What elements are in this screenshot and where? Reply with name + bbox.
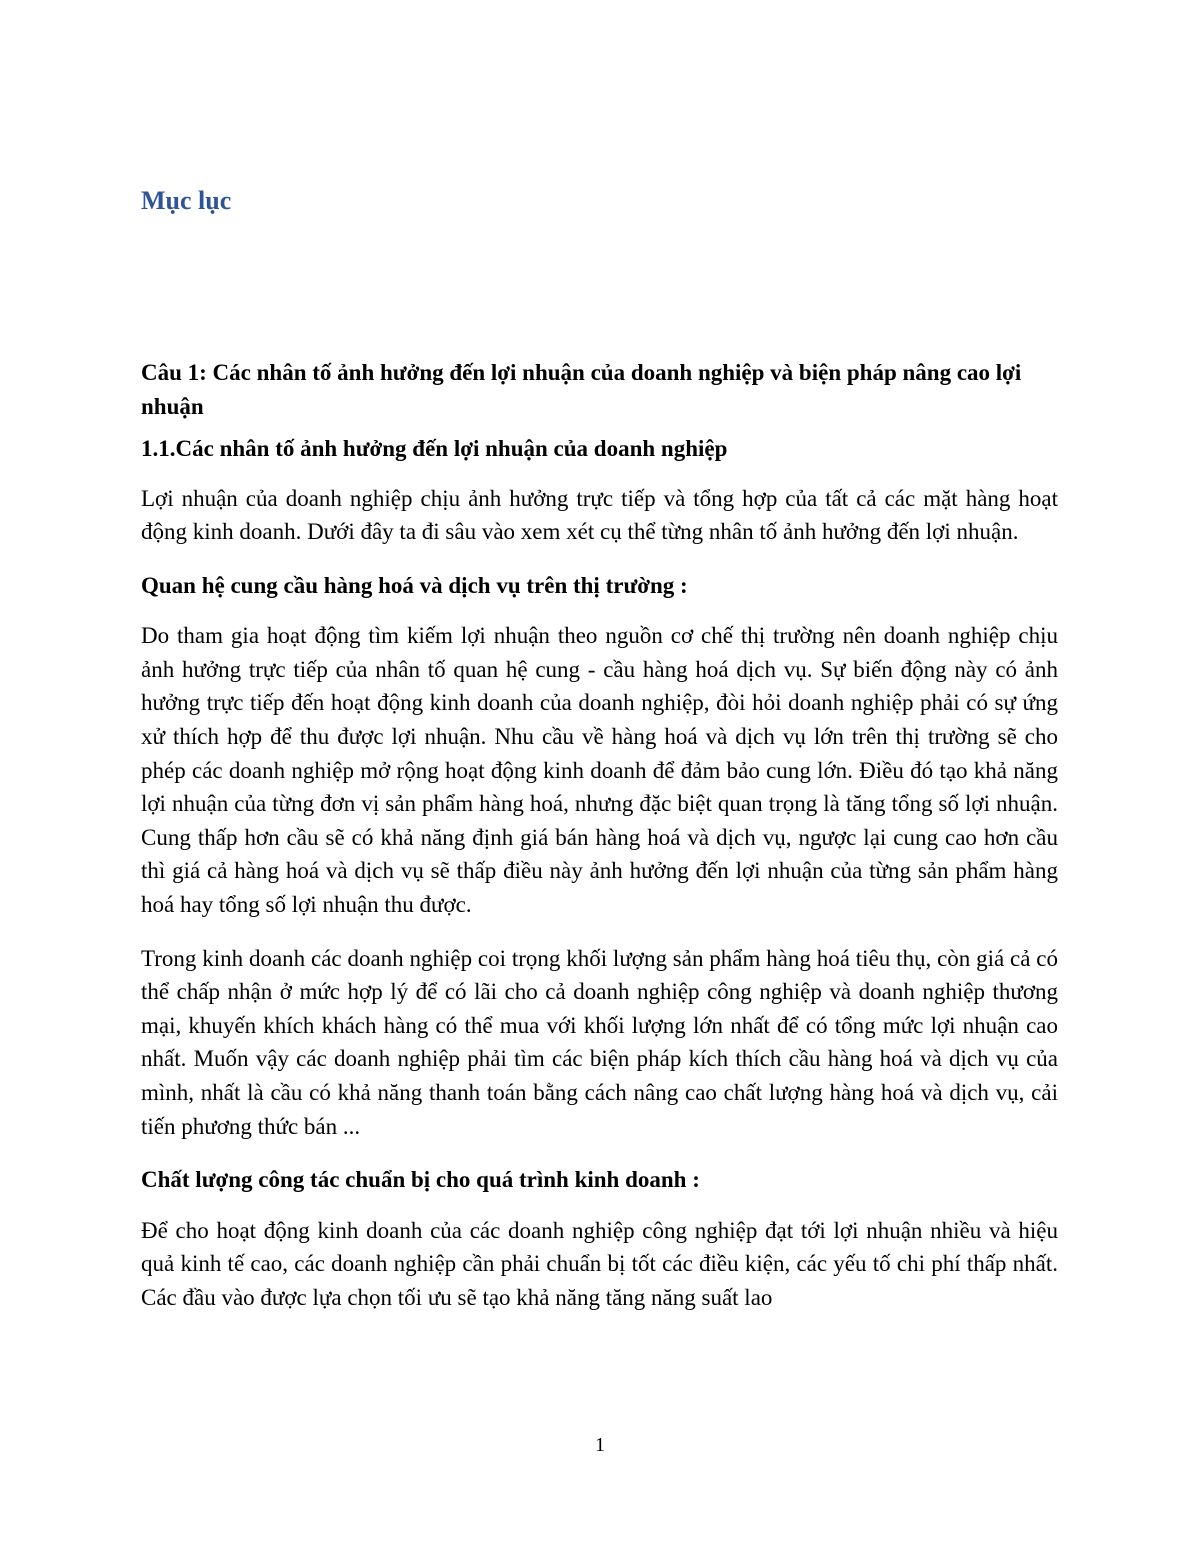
section-2-paragraph-1: Để cho hoạt động kinh doanh của các doanh nghiệp công nghiệp đạt tới lợi nhuận nhiều và hiệu quả kinh tế cao, các doanh nghiệp cần phải chuẩn bị tốt các điều kiện, các yếu tố chi phí thấp nhất. Các đầu vào được lựa chọn tối ưu sẽ tạo khả năng tăng năng suất lao — [141, 1217, 1058, 1310]
subheading-1-1: 1.1.Các nhân tố ảnh hưởng đến lợi nhuận của doanh nghiệp — [141, 436, 728, 461]
intro-paragraph: Lợi nhuận của doanh nghiệp chịu ảnh hưởng trực tiếp và tổng hợp của tất cả các mặt hàng hoạt động kinh doanh. Dưới đây ta đi sâu vào xem xét cụ thể từng nhân tố ảnh hưởng đến lợi nhuận. — [141, 485, 1058, 545]
section-2-heading: Chất lượng công tác chuẩn bị cho quá trình kinh doanh : — [141, 1167, 700, 1193]
question-heading: Câu 1: Các nhân tố ảnh hưởng đến lợi nhuận của doanh nghiệp và biện pháp nâng cao lợi nhuận — [141, 360, 1022, 419]
page-number: 1 — [595, 1434, 605, 1456]
section-1-heading: Quan hệ cung cầu hàng hoá và dịch vụ trên thị trường : — [141, 572, 688, 598]
toc-title: Mục lục — [141, 186, 232, 215]
section-1-paragraph-2: Trong kinh doanh các doanh nghiệp coi trọng khối lượng sản phẩm hàng hoá tiêu thụ, còn giá cả có thể chấp nhận ở mức hợp lý để có lãi cho cả doanh nghiệp công nghiệp và doanh nghiệp thương mại, khuyến khích khách hàng có thể mua với khối lượng lớn nhất để có tổng mức lợi nhuận cao nhất. Muốn vậy các doanh nghiệp phải tìm các biện pháp kích thích cầu hàng hoá và dịch vụ của mình, nhất là cầu có khả năng thanh toán bằng cách nâng cao chất lượng hàng hoá và dịch vụ, cải tiến phương thức bán ... — [141, 945, 1058, 1139]
section-1-paragraph-1: Do tham gia hoạt động tìm kiếm lợi nhuận theo nguồn cơ chế thị trường nên doanh nghiệp chịu ảnh hưởng trực tiếp của nhân tố quan hệ cung - cầu hàng hoá dịch vụ. Sự biến động này có ảnh hưởng trực tiếp đến hoạt động kinh doanh của doanh nghiệp, đòi hỏi doanh nghiệp phải có sự ứng xử thích hợp để thu được lợi nhuận. Nhu cầu về hàng hoá và dịch vụ lớn trên thị trường sẽ cho phép các doanh nghiệp mở rộng hoạt động kinh doanh để đảm bảo cung lớn. Điều đó tạo khả năng lợi nhuận của từng đơn vị sản phẩm hàng hoá, nhưng đặc biệt quan trọng là tăng tổng số lợi nhuận. Cung thấp hơn cầu sẽ có khả năng định giá bán hàng hoá và dịch vụ, ngược lại cung cao hơn cầu thì giá cả hàng hoá và dịch vụ sẽ thấp điều này ảnh hưởng đến lợi nhuận của từng sản phẩm hàng hoá hay tổng số lợi nhuận thu được. — [141, 623, 1058, 917]
document-body — [141, 356, 1058, 1334]
